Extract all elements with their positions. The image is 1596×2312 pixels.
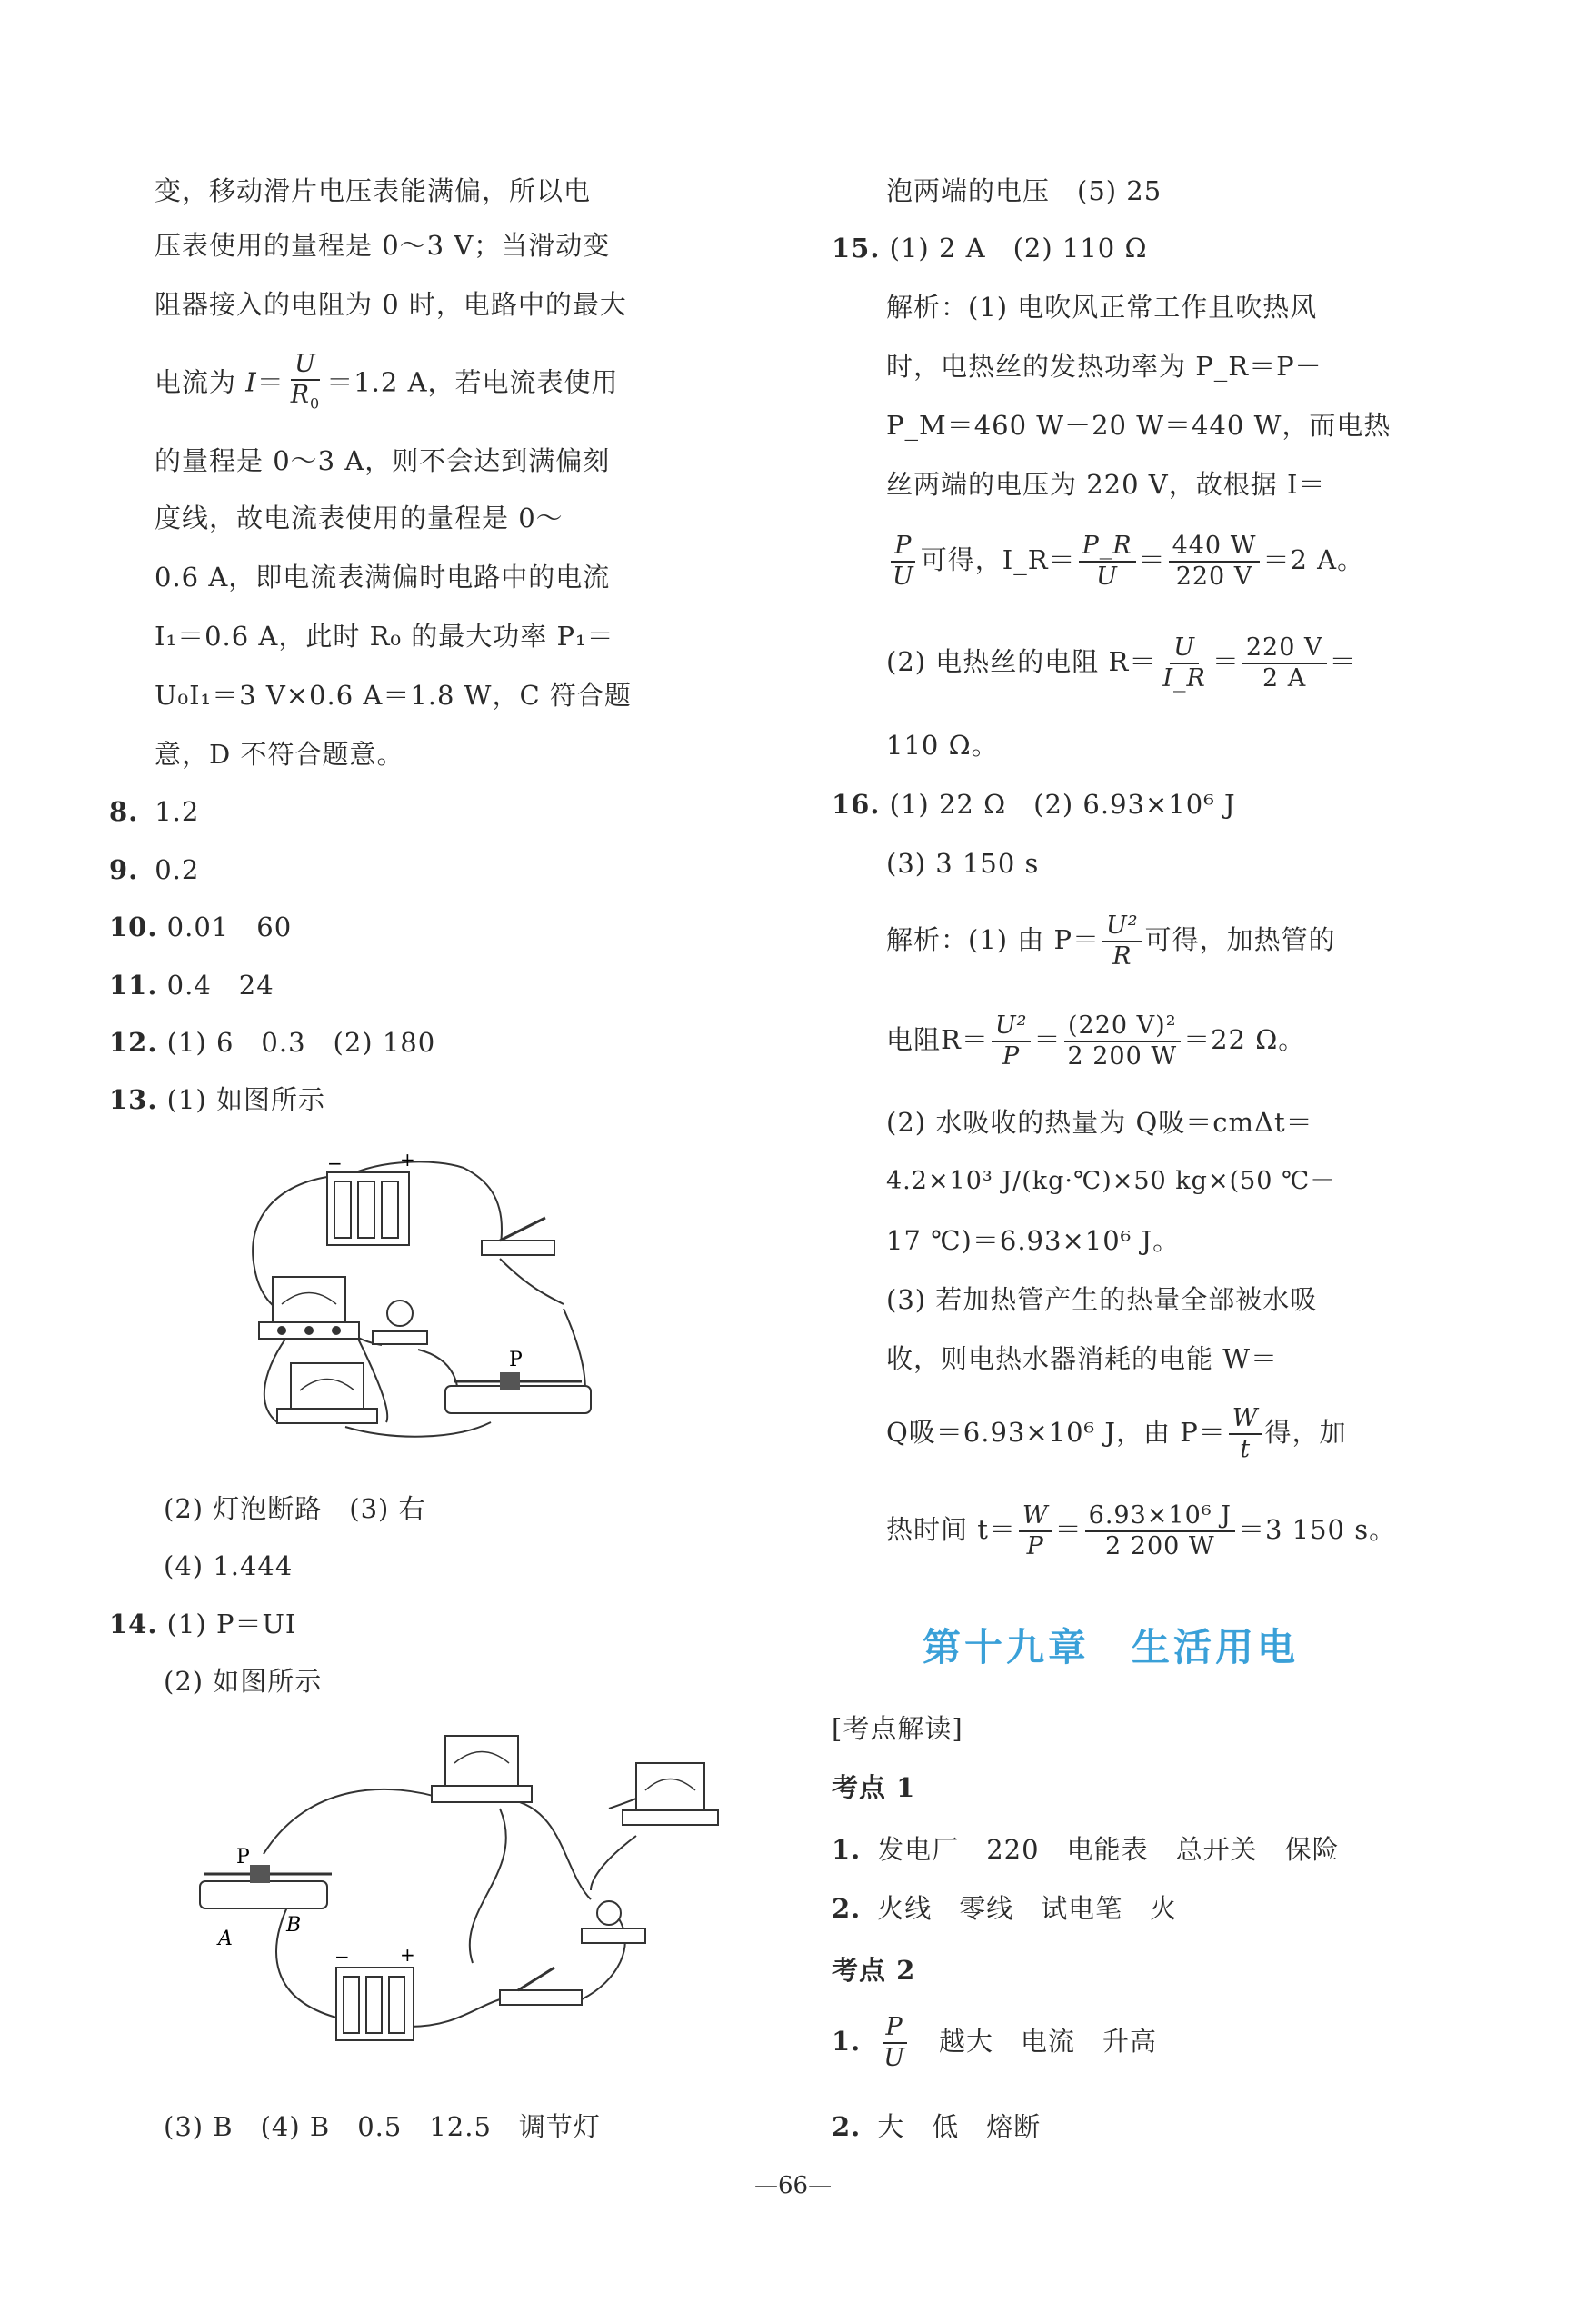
item-text: 0.2	[155, 854, 200, 885]
var: I	[245, 366, 257, 398]
item-text: 1.2	[155, 796, 200, 827]
numerator: P	[883, 2013, 907, 2044]
text: ＝	[1138, 544, 1166, 575]
formula-line	[886, 1404, 1347, 1464]
text: 可得，加热管的	[1144, 924, 1336, 955]
numerator: U²	[1102, 912, 1142, 942]
text: 电阻R＝	[886, 1024, 989, 1055]
numerator: U	[1170, 633, 1199, 664]
answer-13	[109, 1081, 325, 1118]
item-number: 14.	[109, 1609, 158, 1639]
bulb-icon	[373, 1300, 427, 1344]
fraction	[1242, 633, 1327, 693]
text: ＝	[256, 366, 284, 398]
fraction	[287, 350, 324, 418]
text-line: 阻器接入的电阻为 0 时，电路中的最大	[155, 289, 627, 320]
denominator: I_R	[1162, 664, 1206, 693]
text-line: I₁＝0.6 A，此时 R₀ 的最大功率 P₁＝	[155, 621, 614, 652]
text-line: 意，D 不符合题意。	[155, 739, 404, 770]
item-number: 2.	[832, 1893, 862, 1924]
item-text: 大 低 熔断	[877, 2111, 1042, 2142]
text: ＝	[1329, 646, 1357, 677]
text-line: 压表使用的量程是 0～3 V；当滑动变	[155, 230, 611, 261]
denominator: U	[893, 563, 914, 591]
numerator: W	[1019, 1501, 1052, 1532]
ammeter-icon	[432, 1736, 532, 1802]
fraction	[1229, 1404, 1262, 1464]
denominator: 2 200 W	[1105, 1532, 1215, 1560]
numerator: W	[1229, 1404, 1262, 1435]
denominator: R	[1112, 942, 1132, 971]
text: ＝3 150 s。	[1237, 1514, 1397, 1545]
item-number: 1.	[832, 1834, 862, 1865]
rheostat-icon	[200, 1865, 332, 1908]
text-line: (3) 若加热管产生的热量全部被水吸	[886, 1284, 1318, 1315]
denominator: P	[1026, 1532, 1044, 1560]
text-line: 的量程是 0～3 A，则不会达到满偏刻	[155, 445, 611, 476]
numerator: 6.93×10⁶ J	[1085, 1501, 1235, 1532]
answer-14	[109, 1606, 296, 1642]
formula-line	[886, 1012, 1305, 1071]
voltmeter-icon	[277, 1363, 377, 1423]
answer-13-4: (4) 1.444	[164, 1550, 294, 1581]
chapter-title: 第十九章 生活用电	[923, 1625, 1300, 1669]
text: ＝	[1054, 1514, 1082, 1545]
denominator: U	[1096, 563, 1118, 591]
fraction	[880, 2013, 909, 2073]
item-number: 8.	[109, 796, 139, 827]
item-number: 12.	[109, 1027, 158, 1058]
item-number: 9.	[109, 854, 139, 885]
formula-line	[886, 532, 1364, 592]
text: Q吸＝6.93×10⁶ J，由 P＝	[886, 1417, 1226, 1448]
fraction	[992, 1012, 1032, 1071]
text-line: P_M＝460 W－20 W＝440 W，而电热	[886, 410, 1392, 441]
fraction	[1019, 1501, 1052, 1561]
battery-icon	[336, 1968, 414, 2040]
answer-12	[109, 1024, 435, 1061]
numerator: 220 V	[1242, 633, 1327, 664]
terminal-a-label: A	[218, 1928, 233, 1950]
text-line: 4.2×10³ J/(kg·℃)×50 kg×(50 ℃－	[886, 1167, 1336, 1195]
plus-label: +	[400, 1944, 415, 1966]
text: ＝1.2 A，若电流表使用	[326, 366, 619, 398]
answer-14-2: (2) 如图所示	[164, 1666, 323, 1697]
denominator: 2 A	[1262, 664, 1307, 693]
text-line: U₀I₁＝3 V×0.6 A＝1.8 W，C 符合题	[155, 680, 632, 711]
text-line: 度线，故电流表使用的量程是 0～	[155, 503, 564, 533]
answer-16	[832, 786, 1236, 822]
section-heading: [考点解读]	[832, 1713, 963, 1744]
fraction	[1102, 912, 1142, 972]
denominator: 2 200 W	[1067, 1042, 1178, 1071]
kp2-item-2	[832, 2108, 1041, 2145]
item-text: 0.4 24	[166, 970, 274, 1001]
text-line: 解析：(1) 电吹风正常工作且吹热风	[886, 292, 1318, 323]
denominator: U	[883, 2044, 905, 2072]
denominator: 220 V	[1175, 563, 1253, 591]
slider-label: P	[509, 1349, 523, 1371]
denominator: t	[1240, 1435, 1252, 1463]
item-text: (1) 22 Ω (2) 6.93×10⁶ J	[889, 789, 1236, 820]
answer-8	[109, 793, 199, 830]
item-text: (1) 6 0.3 (2) 180	[166, 1027, 436, 1058]
text-line: (2) 水吸收的热量为 Q吸＝cmΔt＝	[886, 1107, 1313, 1138]
text: 解析：(1) 由 P＝	[886, 924, 1101, 955]
item-text: 越大 电流 升高	[939, 2026, 1158, 2057]
numerator: P	[891, 532, 915, 563]
text: 得，加	[1264, 1417, 1347, 1448]
formula-line	[155, 350, 619, 418]
fraction	[1079, 532, 1136, 592]
fraction	[1159, 633, 1210, 693]
item-number: 2.	[832, 2111, 862, 2142]
kp1-item-1	[832, 1831, 1340, 1868]
bulb-icon	[582, 1901, 645, 1943]
numerator: U²	[992, 1012, 1032, 1042]
text-line: 110 Ω。	[886, 730, 999, 761]
text-line: (3) 3 150 s	[886, 848, 1040, 879]
text: ＝	[1212, 646, 1240, 677]
text-line: 泡两端的电压 (5) 25	[886, 175, 1162, 206]
text: ＝2 A。	[1262, 544, 1365, 575]
minus-label: −	[327, 1152, 343, 1174]
answer-10	[109, 909, 292, 945]
minus-label: −	[334, 1946, 350, 1968]
ammeter-icon	[259, 1277, 359, 1339]
switch-icon	[500, 1968, 582, 2005]
text: 热时间 t＝	[886, 1514, 1016, 1545]
fraction	[1169, 532, 1261, 592]
item-number: 1.	[832, 2026, 862, 2057]
subscript: 0	[310, 394, 321, 413]
text-line: 收，则电热水器消耗的电能 W＝	[886, 1343, 1279, 1374]
denominator: P	[1002, 1042, 1021, 1071]
kp1-item-2	[832, 1890, 1177, 1927]
item-number: 16.	[832, 789, 881, 820]
text-line: 17 ℃)＝6.93×10⁶ J。	[886, 1225, 1181, 1256]
fraction	[889, 532, 918, 592]
slider-label: P	[236, 1846, 250, 1869]
fraction	[1085, 1501, 1235, 1561]
denominator: R	[290, 381, 311, 409]
text-line: 变，移动滑片电压表能满偏，所以电	[155, 175, 592, 206]
battery-icon	[327, 1172, 409, 1245]
item-number: 10.	[109, 912, 158, 942]
circuit-diagram-1	[236, 1150, 709, 1450]
fraction	[1063, 1012, 1181, 1071]
answer-11	[109, 967, 274, 1003]
page-number: —66—	[754, 2172, 833, 2199]
numerator: 440 W	[1169, 532, 1261, 563]
item-text: 发电厂 220 电能表 总开关 保险	[877, 1834, 1340, 1865]
text: ＝22 Ω。	[1183, 1024, 1306, 1055]
text-line: 0.6 A，即电流表满偏时电路中的电流	[155, 562, 611, 593]
kaodian-1: 考点 1	[832, 1772, 916, 1803]
numerator: (220 V)²	[1064, 1012, 1181, 1042]
item-text: 火线 零线 试电笔 火	[877, 1893, 1178, 1924]
text-line: 时，电热丝的发热功率为 P_R＝P－	[886, 351, 1322, 382]
formula-line	[886, 912, 1336, 972]
item-number: 11.	[109, 970, 158, 1001]
kp2-item-1	[832, 2013, 1157, 2073]
answer-14-3: (3) B (4) B 0.5 12.5 调节灯	[164, 2111, 601, 2142]
rheostat-icon	[445, 1372, 591, 1413]
text: ＝	[1033, 1024, 1062, 1055]
circuit-diagram-2	[182, 1727, 745, 2090]
answer-15	[832, 230, 1148, 266]
answer-13-2: (2) 灯泡断路 (3) 右	[164, 1493, 426, 1524]
item-text: (1) 2 A (2) 110 Ω	[889, 233, 1148, 264]
text: (2) 电热丝的电阻 R＝	[886, 646, 1157, 677]
item-number: 15.	[832, 233, 881, 264]
switch-icon	[482, 1218, 554, 1255]
numerator: P_R	[1079, 532, 1136, 563]
kaodian-2: 考点 2	[832, 1955, 916, 1986]
voltmeter-icon	[623, 1763, 718, 1825]
terminal-b-label: B	[286, 1914, 302, 1937]
text-line: 丝两端的电压为 220 V，故根据 I＝	[886, 469, 1326, 500]
formula-line	[886, 633, 1357, 693]
answer-9	[109, 852, 199, 888]
item-number: 13.	[109, 1084, 158, 1115]
item-text: (1) P＝UI	[166, 1609, 297, 1639]
item-text: 0.01 60	[166, 912, 293, 942]
formula-line	[886, 1501, 1396, 1561]
text: 电流为	[155, 366, 246, 398]
plus-label: +	[400, 1150, 415, 1171]
item-text: (1) 如图所示	[166, 1084, 325, 1115]
numerator: U	[291, 350, 320, 381]
text: 可得，I_R＝	[920, 544, 1076, 575]
